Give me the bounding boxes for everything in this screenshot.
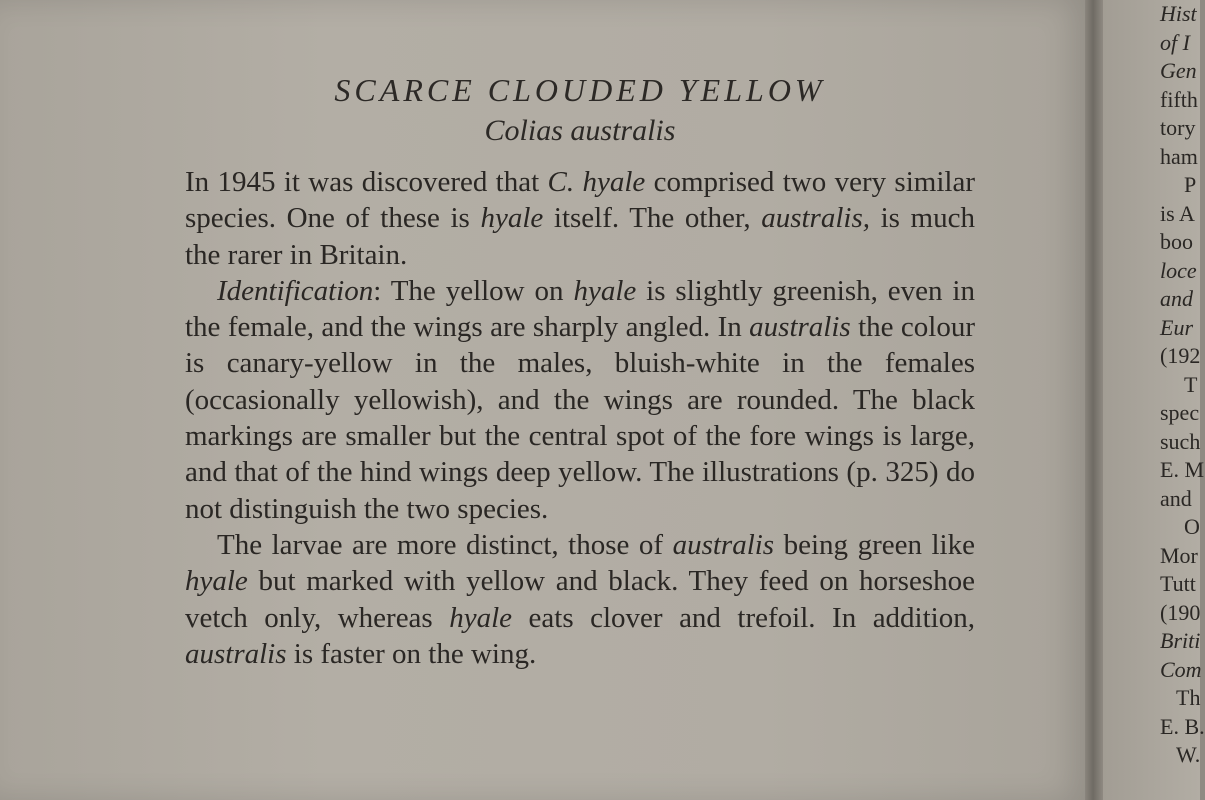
text-run: itself. The other, xyxy=(543,202,762,235)
text-run: but marked with yellow and black. They feed on horseshoe vetch only, whereas xyxy=(185,565,975,634)
facing-page-line: ham xyxy=(1160,143,1198,169)
facing-page-line: P xyxy=(1184,172,1197,197)
facing-page-line: Tutt xyxy=(1160,571,1196,596)
facing-page-line: Th xyxy=(1176,685,1201,710)
species-name: Colias australis xyxy=(484,114,676,147)
text-run: being green like xyxy=(774,528,975,561)
italic-run: hyale xyxy=(185,565,248,598)
facing-page-line: Gen xyxy=(1160,58,1197,83)
italic-run: australis xyxy=(749,311,851,344)
facing-page-line: E. M xyxy=(1160,457,1204,482)
facing-page-line: spec xyxy=(1160,400,1200,425)
facing-page-line: tory xyxy=(1160,115,1196,140)
facing-page-line: and xyxy=(1160,485,1192,511)
italic-run: Identification xyxy=(217,274,374,307)
italic-run: australis xyxy=(185,637,287,670)
body-text xyxy=(185,164,975,672)
facing-page-line: T xyxy=(1184,371,1198,397)
text-run: is slightly greenish, even in the female, and the wings are sharply angled. In xyxy=(185,274,975,344)
italic-run: hyale xyxy=(449,601,513,634)
italic-run: hyale xyxy=(480,202,544,235)
facing-page-line: such xyxy=(1160,428,1201,454)
text-run: : The yellow on xyxy=(373,274,574,307)
facing-page-line: W. xyxy=(1176,742,1201,767)
facing-page-line: (192 xyxy=(1160,343,1201,368)
italic-run: hyale xyxy=(573,274,637,307)
italic-run: C. hyale xyxy=(547,166,646,198)
text-run: The larvae are more distinct, those of xyxy=(217,528,673,561)
facing-page-line: Hist xyxy=(1160,1,1197,26)
facing-page-line: E. B. xyxy=(1160,713,1205,739)
facing-page-line: and xyxy=(1160,286,1193,311)
facing-page-line: loce xyxy=(1160,257,1197,283)
italic-run: australis xyxy=(672,528,775,561)
facing-page-line: Eur xyxy=(1160,314,1193,340)
facing-page-line: O xyxy=(1184,514,1200,539)
facing-page-line: Briti xyxy=(1160,628,1201,653)
text-run: In 1945 it was discovered that xyxy=(185,166,548,198)
book-gutter xyxy=(1085,0,1103,800)
page-title: SCARCE CLOUDED YELLOW xyxy=(334,72,826,108)
facing-page-line: fifth xyxy=(1160,86,1198,112)
facing-page-line: Mor xyxy=(1160,542,1198,568)
facing-page-line: boo xyxy=(1160,229,1193,254)
facing-page-text xyxy=(1160,0,1205,770)
facing-page-line: is A xyxy=(1160,200,1195,226)
paragraph xyxy=(185,527,975,672)
facing-page-line: (190 xyxy=(1160,599,1201,625)
facing-page-line: Com xyxy=(1160,656,1202,682)
text-run: is much the rarer in Britain. xyxy=(185,202,975,271)
text-run: eats clover and trefoil. In addition, xyxy=(512,601,975,634)
paragraph xyxy=(185,164,975,273)
facing-page-line: of I xyxy=(1160,29,1190,55)
paragraph xyxy=(185,273,975,527)
text-run: comprised two very similar species. One of these is xyxy=(185,166,975,235)
text-run: the colour is canary-yellow in the males, bluish-white in the females (occasionally yellowish), and the wings are rounded. The black markings are smaller but the central spot of the fore wings is large, and that of the hind wings deep yellow. The illustrations (p. 325) do not distinguish the two species. xyxy=(185,311,976,525)
italic-run: australis, xyxy=(761,202,870,235)
text-run: is faster on the wing. xyxy=(286,637,537,670)
